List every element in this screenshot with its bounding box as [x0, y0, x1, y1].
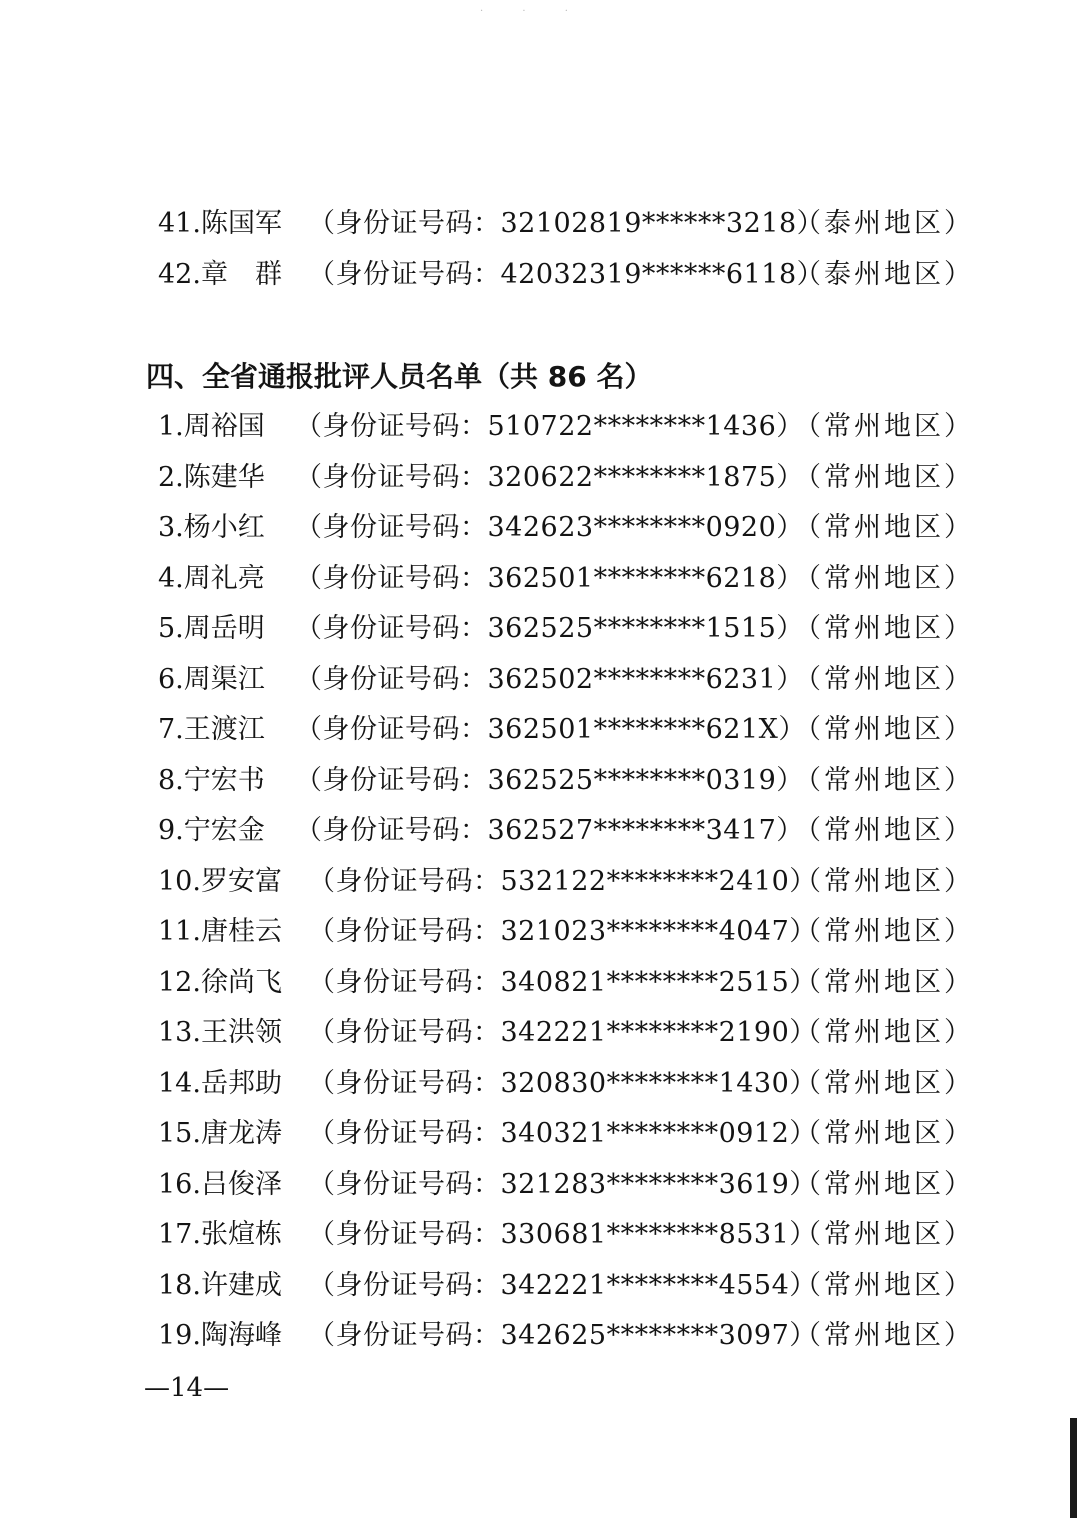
region-label: （常州地区）	[794, 764, 974, 796]
list-item	[158, 402, 974, 452]
scan-specks: · · ·	[480, 6, 586, 17]
id-number: （身份证号码：362525********1515）	[295, 613, 804, 644]
person-name: 3.杨小红	[158, 512, 265, 543]
section-heading: 四、全省通报批评人员名单（共 86 名）	[146, 360, 653, 393]
page-number: —14—	[144, 1373, 230, 1403]
scan-edge-bar	[1070, 1418, 1077, 1518]
region-label: （常州地区）	[794, 1219, 974, 1250]
person-name: 18.许建成	[158, 1269, 282, 1301]
region-label: （常州地区）	[794, 411, 974, 442]
id-number: （身份证号码：32102819******3218）	[308, 208, 825, 239]
person-name: 9.宁宏金	[158, 815, 265, 846]
region-label: （常州地区）	[794, 865, 974, 897]
id-number: （身份证号码：342221********4554）	[308, 1269, 817, 1301]
person-name: 14.岳邦助	[158, 1067, 282, 1099]
region-label: （常州地区）	[794, 966, 974, 998]
list-item	[158, 1059, 974, 1109]
person-name: 7.王渡江	[158, 714, 265, 745]
list-item	[158, 1210, 974, 1260]
region-label: （常州地区）	[794, 562, 974, 594]
region-label: （常州地区）	[794, 714, 974, 745]
list-item	[158, 250, 974, 300]
list-item	[158, 907, 974, 957]
region-label: （常州地区）	[794, 916, 974, 947]
person-name: 19.陶海峰	[158, 1320, 282, 1351]
id-number: （身份证号码：321283********3619）	[308, 1168, 817, 1200]
id-number: （身份证号码：340821********2515）	[308, 966, 817, 998]
id-number: （身份证号码：362501********6218）	[295, 562, 804, 594]
region-label: （常州地区）	[794, 1017, 974, 1048]
id-number: （身份证号码：362525********0319）	[295, 764, 804, 796]
person-name: 8.宁宏书	[158, 764, 265, 796]
person-name: 10.罗安富	[158, 865, 282, 897]
person-name: 12.徐尚飞	[158, 966, 282, 998]
region-label: （常州地区）	[794, 512, 974, 543]
id-number: （身份证号码：320622********1875）	[295, 461, 804, 493]
person-name: 42.章 群	[158, 258, 282, 290]
id-number: （身份证号码：362501********621X）	[295, 714, 806, 745]
list-item	[158, 503, 974, 553]
region-label: （常州地区）	[794, 815, 974, 846]
id-number: （身份证号码：532122********2410）	[308, 865, 817, 897]
region-label: （常州地区）	[794, 461, 974, 493]
list-item	[158, 1261, 974, 1311]
list-item	[158, 453, 974, 503]
list-item	[158, 604, 974, 654]
person-name: 17.张煊栋	[158, 1219, 282, 1250]
id-number: （身份证号码：362502********6231）	[295, 663, 804, 695]
list-item	[158, 857, 974, 907]
person-name: 5.周岳明	[158, 613, 265, 644]
list-item	[158, 806, 974, 856]
person-name: 1.周裕国	[158, 411, 265, 442]
person-name: 2.陈建华	[158, 461, 265, 493]
id-number: （身份证号码：362527********3417）	[295, 815, 804, 846]
person-name: 16.吕俊泽	[158, 1168, 282, 1200]
list-item	[158, 756, 974, 806]
id-number: （身份证号码：330681********8531）	[308, 1219, 817, 1250]
list-item	[158, 705, 974, 755]
region-label: （常州地区）	[794, 1118, 974, 1149]
list-item	[158, 1008, 974, 1058]
person-name: 6.周渠江	[158, 663, 265, 695]
id-number: （身份证号码：340321********0912）	[308, 1118, 817, 1149]
id-number: （身份证号码：342625********3097）	[308, 1320, 817, 1351]
person-name: 15.唐龙涛	[158, 1118, 282, 1149]
person-name: 11.唐桂云	[158, 916, 282, 947]
region-label: （常州地区）	[794, 663, 974, 695]
region-label: （常州地区）	[794, 1320, 974, 1351]
id-number: （身份证号码：342623********0920）	[295, 512, 804, 543]
list-item	[158, 1311, 974, 1361]
list-item	[158, 554, 974, 604]
id-number: （身份证号码：321023********4047）	[308, 916, 817, 947]
list-item	[158, 199, 974, 249]
list-item	[158, 1109, 974, 1159]
list-item	[158, 1160, 974, 1210]
id-number: （身份证号码：342221********2190）	[308, 1017, 817, 1048]
region-label: （泰州地区）	[794, 258, 974, 290]
id-number: （身份证号码：42032319******6118）	[308, 258, 825, 290]
person-name: 13.王洪领	[158, 1017, 282, 1048]
id-number: （身份证号码：320830********1430）	[308, 1067, 817, 1099]
region-label: （常州地区）	[794, 1269, 974, 1301]
list-item	[158, 958, 974, 1008]
person-name: 41.陈国军	[158, 208, 282, 239]
region-label: （泰州地区）	[794, 208, 974, 239]
region-label: （常州地区）	[794, 1067, 974, 1099]
region-label: （常州地区）	[794, 1168, 974, 1200]
person-name: 4.周礼亮	[158, 562, 265, 594]
region-label: （常州地区）	[794, 613, 974, 644]
list-item	[158, 655, 974, 705]
id-number: （身份证号码：510722********1436）	[295, 411, 804, 442]
